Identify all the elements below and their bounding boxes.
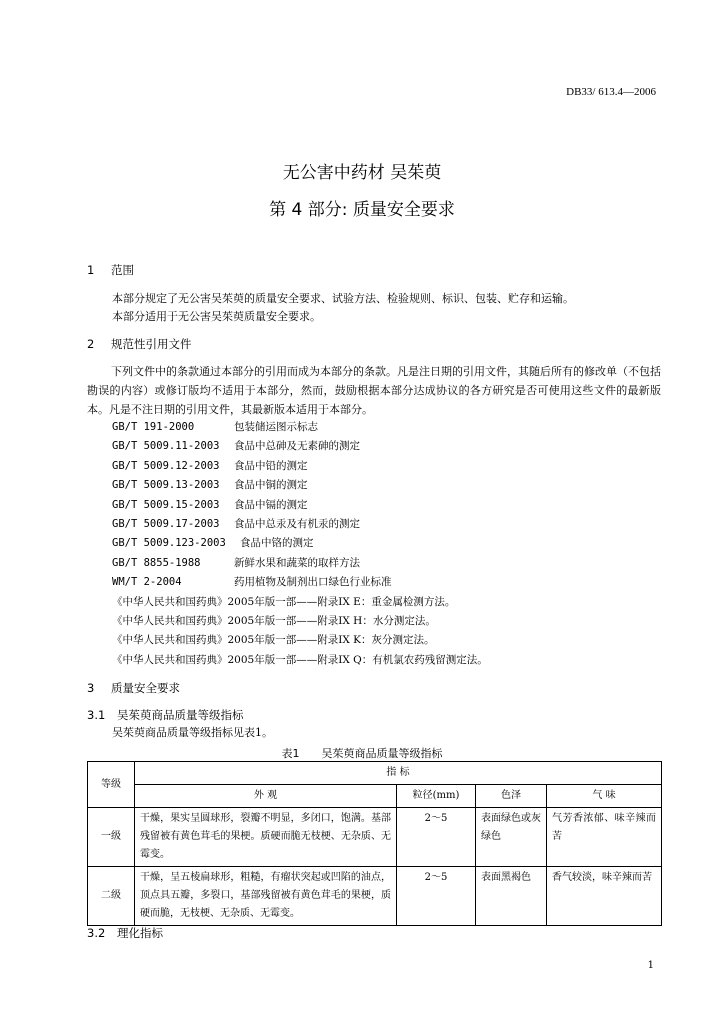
- page-number: 1: [647, 960, 654, 971]
- pharmacopoeia-reference: 《中华人民共和国药典》2005年版一部——附录IX E：重金属检测方法。: [112, 595, 456, 608]
- table-caption-number: 表1: [281, 747, 300, 760]
- reference-code: GB/T 5009.15-2003: [112, 498, 220, 511]
- size-cell: 2～5: [397, 867, 476, 926]
- size-cell: 2～5: [397, 808, 476, 867]
- reference-code: GB/T 8855-1988: [112, 556, 201, 569]
- reference-item: [112, 496, 488, 515]
- pharmacopoeia-reference: 《中华人民共和国药典》2005年版一部——附录IX Q：有机氯农药残留测定法。: [112, 653, 488, 666]
- reference-title: 食品中总砷及无素砷的测定: [234, 440, 360, 453]
- grade-cell: 一级: [88, 808, 135, 867]
- reference-title: 包装储运图示标志: [234, 421, 318, 433]
- reference-title: 食品中铬的测定: [240, 537, 314, 550]
- reference-title: 食品中铜的测定: [234, 479, 308, 492]
- section-title: 范围: [111, 263, 134, 277]
- document-title: 无公害中药材 吴茱萸: [282, 163, 442, 183]
- header-index: 指 标: [135, 762, 662, 785]
- grade-cell: 二级: [88, 867, 135, 926]
- table-caption-title: 吴茱萸商品质量等级指标: [321, 747, 443, 760]
- reference-code: GB/T 5009.11-2003: [112, 440, 220, 453]
- reference-code: WM/T 2-2004: [112, 576, 182, 589]
- reference-item: [112, 515, 488, 534]
- reference-code: GB/T 5009.17-2003: [112, 518, 220, 531]
- section-number: 2: [87, 337, 95, 351]
- reference-item: [112, 534, 488, 553]
- reference-item: [112, 418, 488, 437]
- section-2-heading: [87, 336, 192, 352]
- section-1-paragraph: 本部分规定了无公害吴茱萸的质量安全要求、试验方法、检验规则、标识、包装、贮存和运输。: [112, 292, 574, 305]
- appearance-cell: 干燥，果实呈圆球形，裂瓣不明显，多闭口，饱满。基部残留被有黄色茸毛的果梗。质硬而脆无枝梗、无杂质、无霉变。: [135, 808, 397, 867]
- header-appearance: 外 观: [135, 785, 397, 808]
- table-row: [88, 808, 662, 867]
- standard-number: DB33/ 613.4—2006: [566, 86, 656, 98]
- header-size: 粒径(mm): [397, 785, 476, 808]
- reference-item: [112, 457, 488, 476]
- section-title: 理化指标: [117, 926, 163, 940]
- section-title: 规范性引用文件: [111, 337, 192, 351]
- pharmacopoeia-reference: 《中华人民共和国药典》2005年版一部——附录IX K：灰分测定法。: [112, 634, 435, 647]
- header-grade: 等级: [88, 762, 135, 808]
- reference-code: GB/T 5009.12-2003: [112, 459, 220, 472]
- section-number: 1: [87, 263, 95, 277]
- reference-code: GB/T 5009.123-2003: [112, 537, 226, 550]
- color-cell: 表面绿色或灰绿色: [476, 808, 547, 867]
- header-smell: 气 味: [547, 785, 662, 808]
- header-color: 色泽: [476, 785, 547, 808]
- section-3-1-text: 吴茱萸商品质量等级指标见表1。: [112, 726, 273, 739]
- table-header-row: [88, 762, 662, 785]
- section-title: 吴茱萸商品质量等级指标: [117, 708, 244, 722]
- appearance-cell: 干燥，呈五棱扁球形，粗糙，有瘤状突起或凹陷的油点，顶点具五瓣，多裂口，基部残留被有黄色茸毛的果梗，质硬而脆，无枝梗、无杂质、无霉变。: [135, 867, 397, 926]
- section-3-heading: [87, 680, 180, 696]
- grade-table: [87, 761, 662, 926]
- table-row: [88, 867, 662, 926]
- section-title: 质量安全要求: [111, 681, 180, 695]
- section-number: 3.1: [87, 708, 106, 722]
- reference-item: [112, 573, 488, 592]
- reference-code: GB/T 191-2000: [112, 421, 195, 433]
- color-cell: 表面黑褐色: [476, 867, 547, 926]
- table-header-row: [88, 785, 662, 808]
- reference-title: 食品中总汞及有机汞的测定: [234, 518, 360, 531]
- section-1-paragraph: 本部分适用于无公害吴茱萸质量安全要求。: [112, 310, 321, 323]
- reference-title: 新鲜水果和蔬菜的取样方法: [234, 556, 360, 569]
- section-1-heading: [87, 262, 134, 278]
- reference-item: [112, 437, 488, 456]
- section-3-2-heading: [87, 925, 163, 941]
- section-number: 3: [87, 681, 95, 695]
- section-3-1-heading: [87, 707, 244, 723]
- reference-list: [112, 418, 488, 670]
- reference-title: 药用植物及制剂出口绿色行业标准: [234, 576, 392, 589]
- table-caption: [0, 745, 724, 761]
- reference-item: [112, 554, 488, 573]
- document-subtitle: 第 4 部分: 质量安全要求: [269, 200, 455, 220]
- section-2-intro: 下列文件中的条款通过本部分的引用而成为本部分的条款。凡是注日期的引用文件，其随后所有的修改单（不包括勘误的内容）或修订版均不适用于本部分，然而，鼓励根据本部分达成协议的各方研究是否可使用这些文件的最新版本。凡是不注日期的引用文件，其最新版本适用于本部分。: [87, 365, 661, 416]
- pharmacopoeia-reference: 《中华人民共和国药典》2005年版一部——附录IX H：水分测定法。: [112, 615, 436, 628]
- reference-code: GB/T 5009.13-2003: [112, 479, 220, 492]
- reference-title: 食品中镉的测定: [234, 498, 308, 511]
- reference-title: 食品中铅的测定: [234, 459, 308, 472]
- section-number: 3.2: [87, 926, 106, 940]
- smell-cell: 气芳香浓郁、味辛辣而苦: [547, 808, 662, 867]
- reference-item: [112, 476, 488, 495]
- smell-cell: 香气较淡，味辛辣而苦: [547, 867, 662, 926]
